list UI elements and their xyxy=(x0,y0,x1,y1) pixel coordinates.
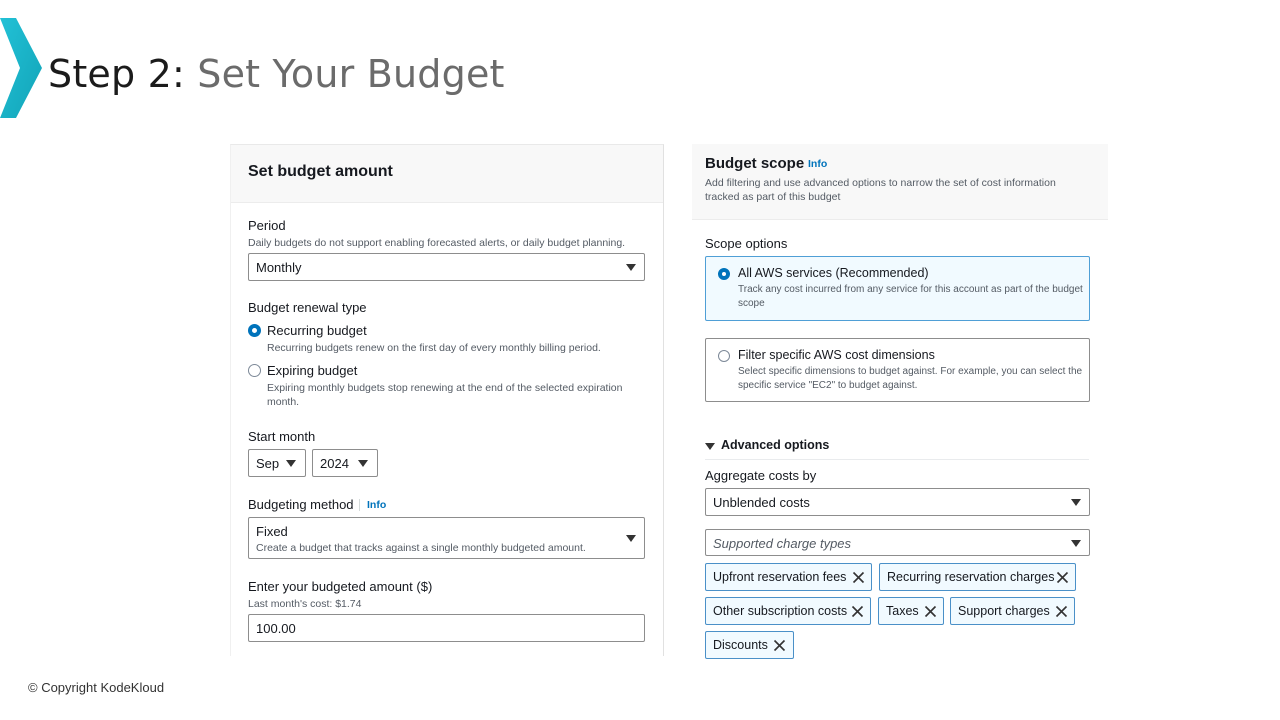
token-other-subscription-costs xyxy=(705,597,871,625)
kodekloud-logo-chevron-icon xyxy=(0,18,44,118)
budget-scope-info-link[interactable]: Info xyxy=(808,158,828,170)
token-support-charges xyxy=(950,597,1075,625)
budgeting-method-select[interactable] xyxy=(248,517,645,559)
token-label: Taxes xyxy=(886,604,919,618)
budgeting-method-label: Budgeting method xyxy=(248,497,354,512)
all-services-hint: Track any cost incurred from any service for this account as part of the budget scope xyxy=(738,284,1083,309)
advanced-options-label: Advanced options xyxy=(721,438,830,452)
close-icon[interactable] xyxy=(851,605,864,618)
renewal-type-label: Budget renewal type xyxy=(248,300,367,315)
chevron-down-icon xyxy=(1071,540,1081,547)
filter-dimensions-label: Filter specific AWS cost dimensions xyxy=(738,348,935,362)
start-month-select[interactable] xyxy=(248,449,306,477)
aggregate-costs-label: Aggregate costs by xyxy=(705,468,817,483)
period-select[interactable] xyxy=(248,253,645,281)
token-label: Upfront reservation fees xyxy=(713,570,847,584)
copyright-text: © Copyright KodeKloud xyxy=(28,680,165,695)
token-label: Other subscription costs xyxy=(713,604,848,618)
chevron-down-icon xyxy=(358,460,368,467)
close-icon[interactable] xyxy=(773,639,786,652)
chevron-down-icon xyxy=(626,264,636,271)
budget-amount-input[interactable] xyxy=(248,614,645,642)
caret-down-icon xyxy=(705,443,715,450)
slide-title-step: Step 2: xyxy=(48,52,185,96)
token-label: Recurring reservation charges xyxy=(887,570,1055,584)
scope-options-label: Scope options xyxy=(705,236,788,251)
aggregate-costs-select[interactable] xyxy=(705,488,1090,516)
chevron-down-icon xyxy=(1071,499,1081,506)
period-hint: Daily budgets do not support enabling forecasted alerts, or daily budget planning. xyxy=(248,237,626,249)
budgeting-method-info-link[interactable]: Info xyxy=(367,499,387,511)
start-month-value: Sep xyxy=(256,456,280,471)
start-month-label: Start month xyxy=(248,429,316,444)
token-upfront-reservation-fees xyxy=(705,563,872,591)
budget-amount-value: 100.00 xyxy=(256,621,296,636)
advanced-options-toggle[interactable] xyxy=(705,438,1089,460)
token-label: Discounts xyxy=(713,638,768,652)
budget-amount-label: Enter your budgeted amount ($) xyxy=(248,579,433,594)
token-recurring-reservation-charges xyxy=(879,563,1076,591)
all-services-label: All AWS services (Recommended) xyxy=(738,266,929,280)
recurring-budget-hint: Recurring budgets renew on the first day of every monthly billing period. xyxy=(267,342,601,354)
chevron-down-icon xyxy=(286,460,296,467)
panel-heading: Set budget amount xyxy=(248,163,393,180)
close-icon[interactable] xyxy=(1055,605,1068,618)
expiring-budget-hint: Expiring monthly budgets stop renewing at the end of the selected expiration month. xyxy=(267,382,623,408)
chevron-down-icon xyxy=(626,535,636,542)
token-discounts xyxy=(705,631,794,659)
charge-types-select[interactable] xyxy=(705,529,1090,556)
expiring-budget-label: Expiring budget xyxy=(267,363,358,378)
all-services-radio[interactable] xyxy=(718,268,730,280)
expiring-budget-radio[interactable] xyxy=(248,364,261,377)
filter-dimensions-hint: Select specific dimensions to budget against. For example, you can select the specific service "EC2" to budget against. xyxy=(738,366,1083,391)
budget-scope-header xyxy=(692,144,1108,220)
start-year-value: 2024 xyxy=(320,456,349,471)
close-icon[interactable] xyxy=(1056,571,1069,584)
budgeting-method-value: Fixed xyxy=(256,524,288,539)
last-month-cost-hint: Last month's cost: $1.74 xyxy=(248,598,362,610)
scope-option-filter-dimensions[interactable] xyxy=(705,338,1090,402)
token-label: Support charges xyxy=(958,604,1050,618)
slide-title xyxy=(48,52,505,96)
period-label: Period xyxy=(248,218,286,233)
recurring-budget-radio[interactable] xyxy=(248,324,261,337)
aggregate-costs-value: Unblended costs xyxy=(713,495,810,510)
filter-dimensions-radio[interactable] xyxy=(718,350,730,362)
token-taxes xyxy=(878,597,944,625)
recurring-budget-label: Recurring budget xyxy=(267,323,367,338)
period-select-value: Monthly xyxy=(256,260,302,275)
slide-title-rest: Set Your Budget xyxy=(197,52,505,96)
close-icon[interactable] xyxy=(924,605,937,618)
start-year-select[interactable] xyxy=(312,449,378,477)
panel-header xyxy=(231,145,663,203)
charge-types-placeholder: Supported charge types xyxy=(713,536,852,551)
info-separator xyxy=(359,499,360,511)
budget-scope-description: Add filtering and use advanced options to narrow the set of cost information tracked as part of this budget xyxy=(705,177,1056,203)
scope-option-all-services[interactable] xyxy=(705,256,1090,321)
budgeting-method-hint: Create a budget that tracks against a single monthly budgeted amount. xyxy=(256,542,586,554)
close-icon[interactable] xyxy=(852,571,865,584)
budget-scope-heading: Budget scope xyxy=(705,155,805,172)
